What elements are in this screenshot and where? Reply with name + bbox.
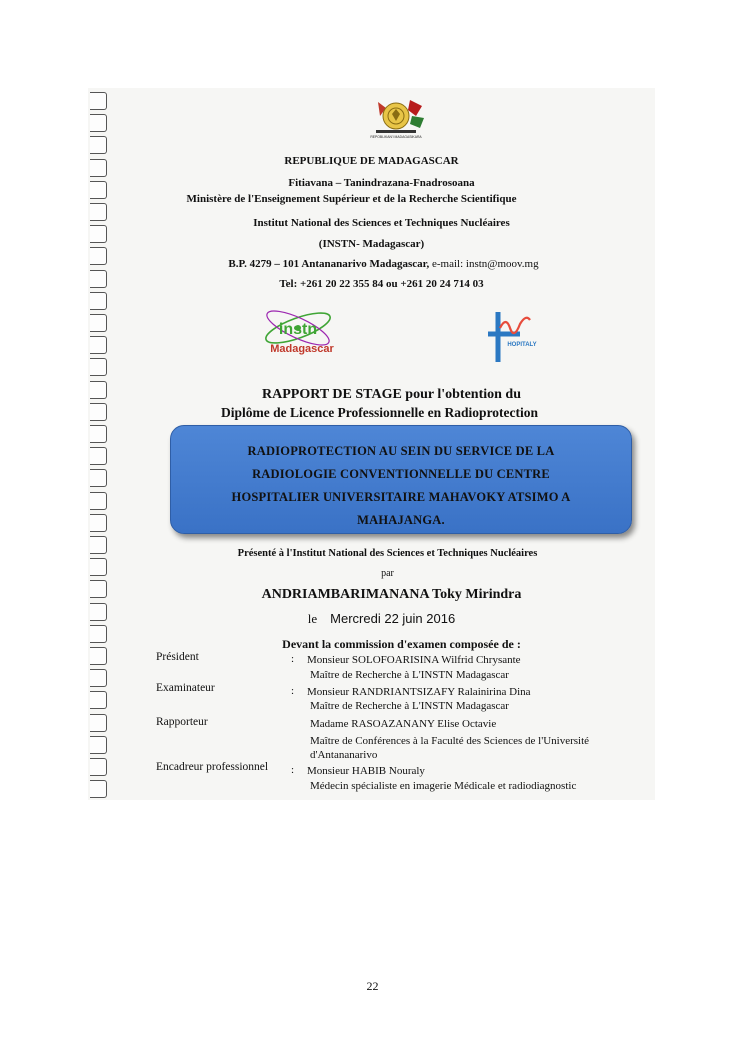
member-detail: Médecin spécialiste en imagerie Médicale et radiodiagnostic (310, 780, 577, 792)
address-line: B.P. 4279 – 101 Antananarivo Madagascar, e-mail: instn@moov.mg (228, 258, 539, 270)
binding-ring (90, 136, 107, 154)
svg-text:HOPITALY: HOPITALY (507, 342, 537, 348)
binding-ring (90, 447, 107, 465)
binding-ring (90, 314, 107, 332)
commission-title: Devant la commission d'examen composée de : (282, 637, 521, 651)
republic-heading: REPUBLIQUE DE MADAGASCAR (284, 155, 459, 167)
author-name: ANDRIAMBARIMANANA Toky Mirindra (261, 587, 522, 602)
member-detail: Maître de Conférences à la Faculté des Sciences de l'Université (310, 735, 590, 747)
binding-ring (90, 758, 107, 776)
separator: : (291, 685, 295, 697)
role-rapporteur: Rapporteur (156, 716, 208, 728)
report-title-line1: RAPPORT DE STAGE pour l'obtention du (262, 387, 521, 402)
binding-ring (90, 469, 107, 487)
page-number: 22 (366, 979, 379, 993)
thesis-title-line: HOSPITALIER UNIVERSITAIRE MAHAVOKY ATSIMO A (231, 490, 571, 504)
binding-ring (90, 580, 107, 598)
role-encadreur: Encadreur professionnel (156, 761, 269, 773)
member-name: Monsieur HABIB Nouraly (307, 765, 425, 777)
member-name: Monsieur RANDRIANTSIZAFY Ralainirina Dina (307, 686, 531, 698)
institute-acronym: (INSTN- Madagascar) (318, 238, 425, 250)
binding-ring (90, 647, 107, 665)
report-title-line2: Diplôme de Licence Professionnelle en Radioprotection (220, 405, 539, 420)
member-name: Monsieur SOLOFOARISINA Wilfrid Chrysante (307, 654, 521, 666)
member-detail: Maître de Recherche à L'INSTN Madagascar (310, 669, 509, 681)
binding-ring (90, 736, 107, 754)
binding-ring (90, 292, 107, 310)
ministry-name: Ministère de l'Enseignement Supérieur et de la Recherche Scientifique (186, 193, 517, 205)
binding-ring (90, 92, 107, 110)
madagascar-emblem-icon (358, 94, 434, 140)
instn-logo-icon (252, 300, 342, 360)
defense-date: le Mercredi 22 juin 2016 (307, 611, 456, 626)
binding-ring (90, 381, 107, 399)
binding-ring (90, 669, 107, 687)
binding-ring (90, 336, 107, 354)
binding-ring (90, 625, 107, 643)
binding-ring (90, 514, 107, 532)
member-detail: Maître de Recherche à L'INSTN Madagascar (310, 700, 509, 712)
thesis-title-line: RADIOLOGIE CONVENTIONNELLE DU CENTRE (252, 467, 550, 481)
thesis-title (191, 440, 611, 532)
thesis-title-banner (170, 425, 632, 534)
scanned-cover-page (88, 88, 655, 800)
binding-ring (90, 714, 107, 732)
separator: : (291, 764, 295, 776)
binding-ring (90, 425, 107, 443)
binding-ring (90, 691, 107, 709)
binding-ring (90, 492, 107, 510)
telephone-line: Tel: +261 20 22 355 84 ou +261 20 24 714 03 (279, 278, 484, 290)
binding-ring (90, 114, 107, 132)
thesis-title-line: RADIOPROTECTION AU SEIN DU SERVICE DE LA (247, 444, 555, 458)
institute-name: Institut National des Sciences et Techniques Nucléaires (253, 217, 510, 229)
separator: : (291, 653, 295, 665)
presented-to: Présenté à l'Institut National des Sciences et Techniques Nucléaires (237, 548, 538, 559)
svg-text:instn: instn (278, 321, 318, 338)
motto: Fitiavana – Tanindrazana-Fnadrosoana (288, 177, 475, 189)
member-detail: d'Antananarivo (310, 749, 378, 761)
role-president: Président (156, 651, 199, 663)
binding-ring (90, 780, 107, 798)
svg-text:REPOBLIKAN'I MADAGASIKARA: REPOBLIKAN'I MADAGASIKARA (370, 135, 422, 139)
binding-ring (90, 358, 107, 376)
svg-text:Madagascar: Madagascar (270, 343, 334, 355)
thesis-title-line: MAHAJANGA. (357, 513, 445, 527)
member-name: Madame RASOAZANANY Elise Octavie (310, 718, 497, 730)
role-examinateur: Examinateur (156, 682, 215, 694)
par-label: par (381, 568, 394, 579)
hospital-logo-icon (480, 306, 540, 366)
